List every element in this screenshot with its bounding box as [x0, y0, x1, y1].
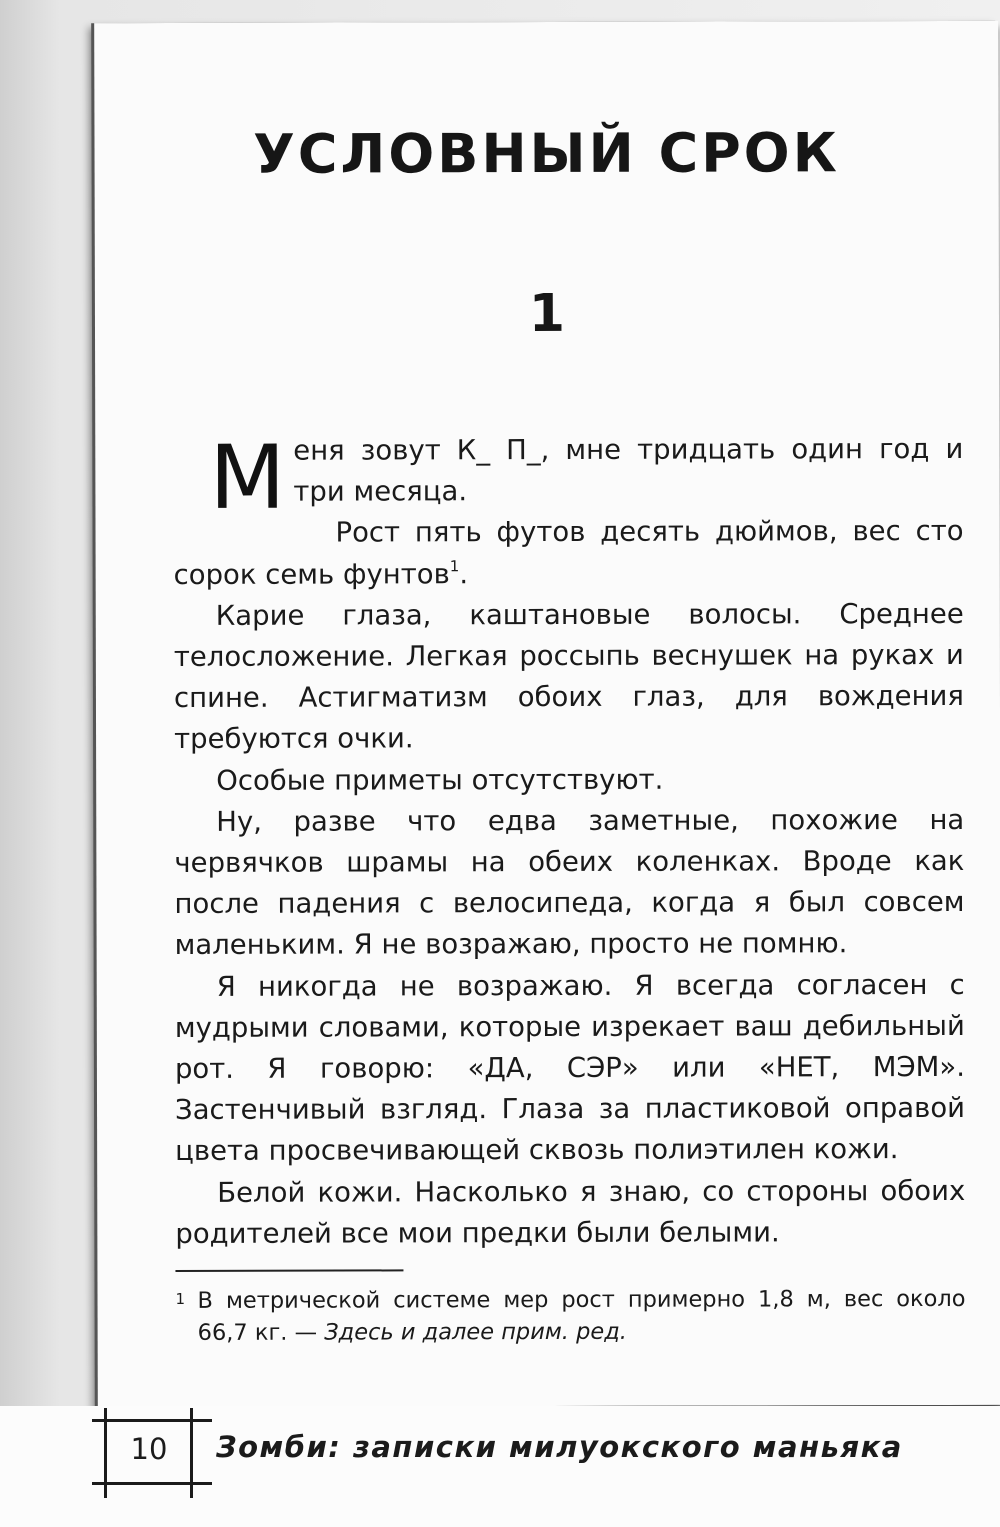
body-text: [173, 425, 966, 1255]
paragraph-3: Карие глаза, каштановые волосы. Среднее телосложение. Легкая россыпь веснушек на руках и спине. Астигматизм обоих глаз, для вождения требуются очки.: [173, 597, 964, 756]
paragraph-6: Я никогда не возражаю. Я всегда согласен с мудрыми словами, которые изрекает ваш дебильный рот. Я говорю: «ДА, СЭР» или «НЕТ, МЭМ». Застенчивый взгляд. Глаза за пластиковой оправой цвета просвечивающей сквозь полиэтилен кожи.: [174, 968, 966, 1168]
footer-grid-top-line: [92, 1419, 212, 1422]
footnote-divider: [175, 1269, 403, 1272]
paragraph-4: Особые приметы отсутствуют.: [216, 763, 664, 797]
chapter-number: 1: [528, 283, 566, 345]
paragraph-2-tail: .: [459, 557, 469, 590]
running-title: Зомби: записки милуокского маньяка: [216, 1430, 903, 1464]
paragraph-2-text: Рост пять футов десять дюймов, вес сто сорок семь фунтов: [173, 515, 964, 591]
footnote-italic: Здесь и далее прим. ред.: [324, 1318, 627, 1346]
book-page: [94, 21, 1000, 1407]
paragraph-5: Ну, разве что едва заметные, похожие на червячков шрамы на обеих коленках. Вроде как после падения с велосипеда, когда я был совсем маленьким. Я не возражаю, просто не помню.: [174, 803, 965, 962]
paragraph-7: Белой кожи. Насколько я знаю, со стороны обоих родителей все мои предки были белыми.: [175, 1174, 966, 1250]
paragraph-1-text: еня зовут К_ П_, мне тридцать один год и три месяца.: [293, 432, 964, 508]
footnote-mark: 1: [175, 1289, 186, 1308]
footnote-text: В метрической системе мер рост примерно 1,8 м, вес около 66,7 кг. —: [197, 1285, 966, 1346]
footnote-body: [175, 1283, 965, 1349]
paragraph-2: [173, 511, 963, 595]
drop-cap: М: [209, 425, 286, 529]
page-number: 10: [130, 1432, 168, 1466]
page-footer: [0, 1406, 1000, 1527]
footer-grid-bottom-line: [92, 1482, 212, 1485]
paragraph-1: [173, 425, 964, 529]
footnote: [175, 1283, 965, 1349]
footnote-ref[interactable]: 1: [449, 556, 460, 575]
chapter-title: УСЛОВНЫЙ СРОК: [253, 121, 840, 186]
